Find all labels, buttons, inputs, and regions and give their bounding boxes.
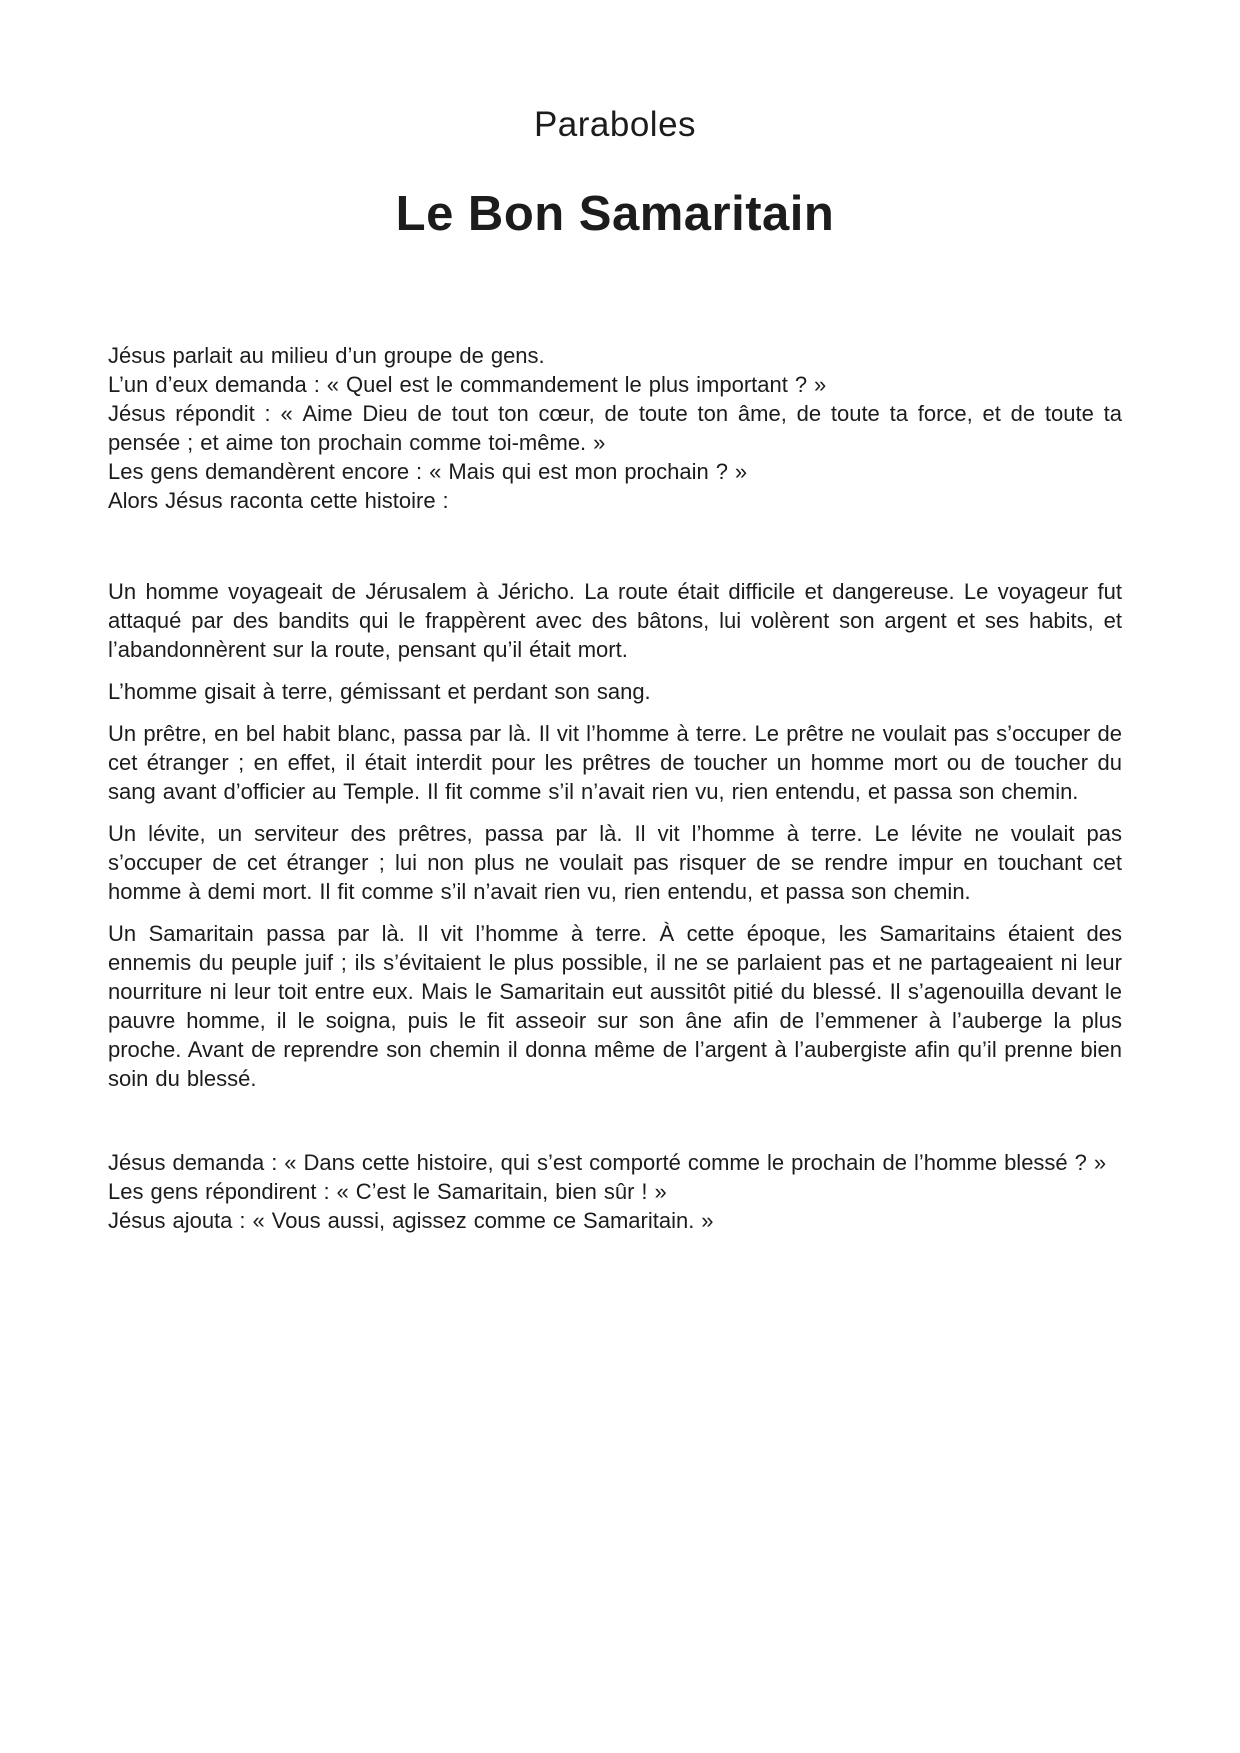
- story-paragraph: Un prêtre, en bel habit blanc, passa par là. Il vit l’homme à terre. Le prêtre ne voulait pas s’occuper de cet étranger ; en effet, il était interdit pour les prêtres de toucher un homme mort ou de toucher du sang avant d’officier au Temple. Il fit comme s’il n’avait rien vu, rien entendu, et passa son chemin.: [108, 721, 1122, 805]
- intro-line: Les gens demandèrent encore : « Mais qui est mon prochain ? »: [108, 459, 748, 485]
- story-body: [108, 577, 1122, 1093]
- story-paragraph: L’homme gisait à terre, gémissant et perdant son sang.: [108, 679, 651, 705]
- intro-line: Jésus répondit : « Aime Dieu de tout ton cœur, de toute ton âme, de toute ta force, et de toute ta pensée ; et aime ton prochain comme toi-même. »: [108, 401, 1122, 456]
- intro-line: L’un d’eux demanda : « Quel est le commandement le plus important ? »: [108, 372, 827, 398]
- story-paragraph: Un Samaritain passa par là. Il vit l’homme à terre. À cette époque, les Samaritains étaient des ennemis du peuple juif ; ils s’évitaient le plus possible, il ne se parlaient pas et ne partageaient ni leur nourriture ni leur toit entre eux. Mais le Samaritain eut aussitôt pitié du blessé. Il s’agenouilla devant le pauvre homme, il le soigna, puis le fit asseoir sur son âne afin de l’emmener à l’auberge la plus proche. Avant de reprendre son chemin il donna même de l’argent à l’aubergiste afin qu’il prenne bien soin du blessé.: [108, 921, 1122, 1092]
- intro-dialogue: [108, 341, 1122, 515]
- conclusion-dialogue: [108, 1148, 1122, 1235]
- conclusion-line: Jésus ajouta : « Vous aussi, agissez comme ce Samaritain. »: [108, 1208, 714, 1234]
- conclusion-line: Les gens répondirent : « C’est le Samaritain, bien sûr ! »: [108, 1179, 667, 1205]
- conclusion-line: Jésus demanda : « Dans cette histoire, qui s’est comporté comme le prochain de l’homme blessé ? »: [108, 1150, 1107, 1176]
- document-title: Le Bon Samaritain: [395, 187, 835, 241]
- series-title: Paraboles: [533, 105, 697, 144]
- intro-line: Alors Jésus raconta cette histoire :: [108, 488, 449, 514]
- story-paragraph: Un lévite, un serviteur des prêtres, passa par là. Il vit l’homme à terre. Le lévite ne voulait pas s’occuper de cet étranger ; lui non plus ne voulait pas risquer de se rendre impur en touchant cet homme à demi mort. Il fit comme s’il n’avait rien vu, rien entendu, et passa son chemin.: [108, 821, 1122, 905]
- intro-line: Jésus parlait au milieu d’un groupe de gens.: [108, 343, 545, 369]
- story-paragraph: Un homme voyageait de Jérusalem à Jéricho. La route était difficile et dangereuse. Le voyageur fut attaqué par des bandits qui le frappèrent avec des bâtons, lui volèrent son argent et ses habits, et l’abandonnèrent sur la route, pensant qu’il était mort.: [108, 579, 1122, 663]
